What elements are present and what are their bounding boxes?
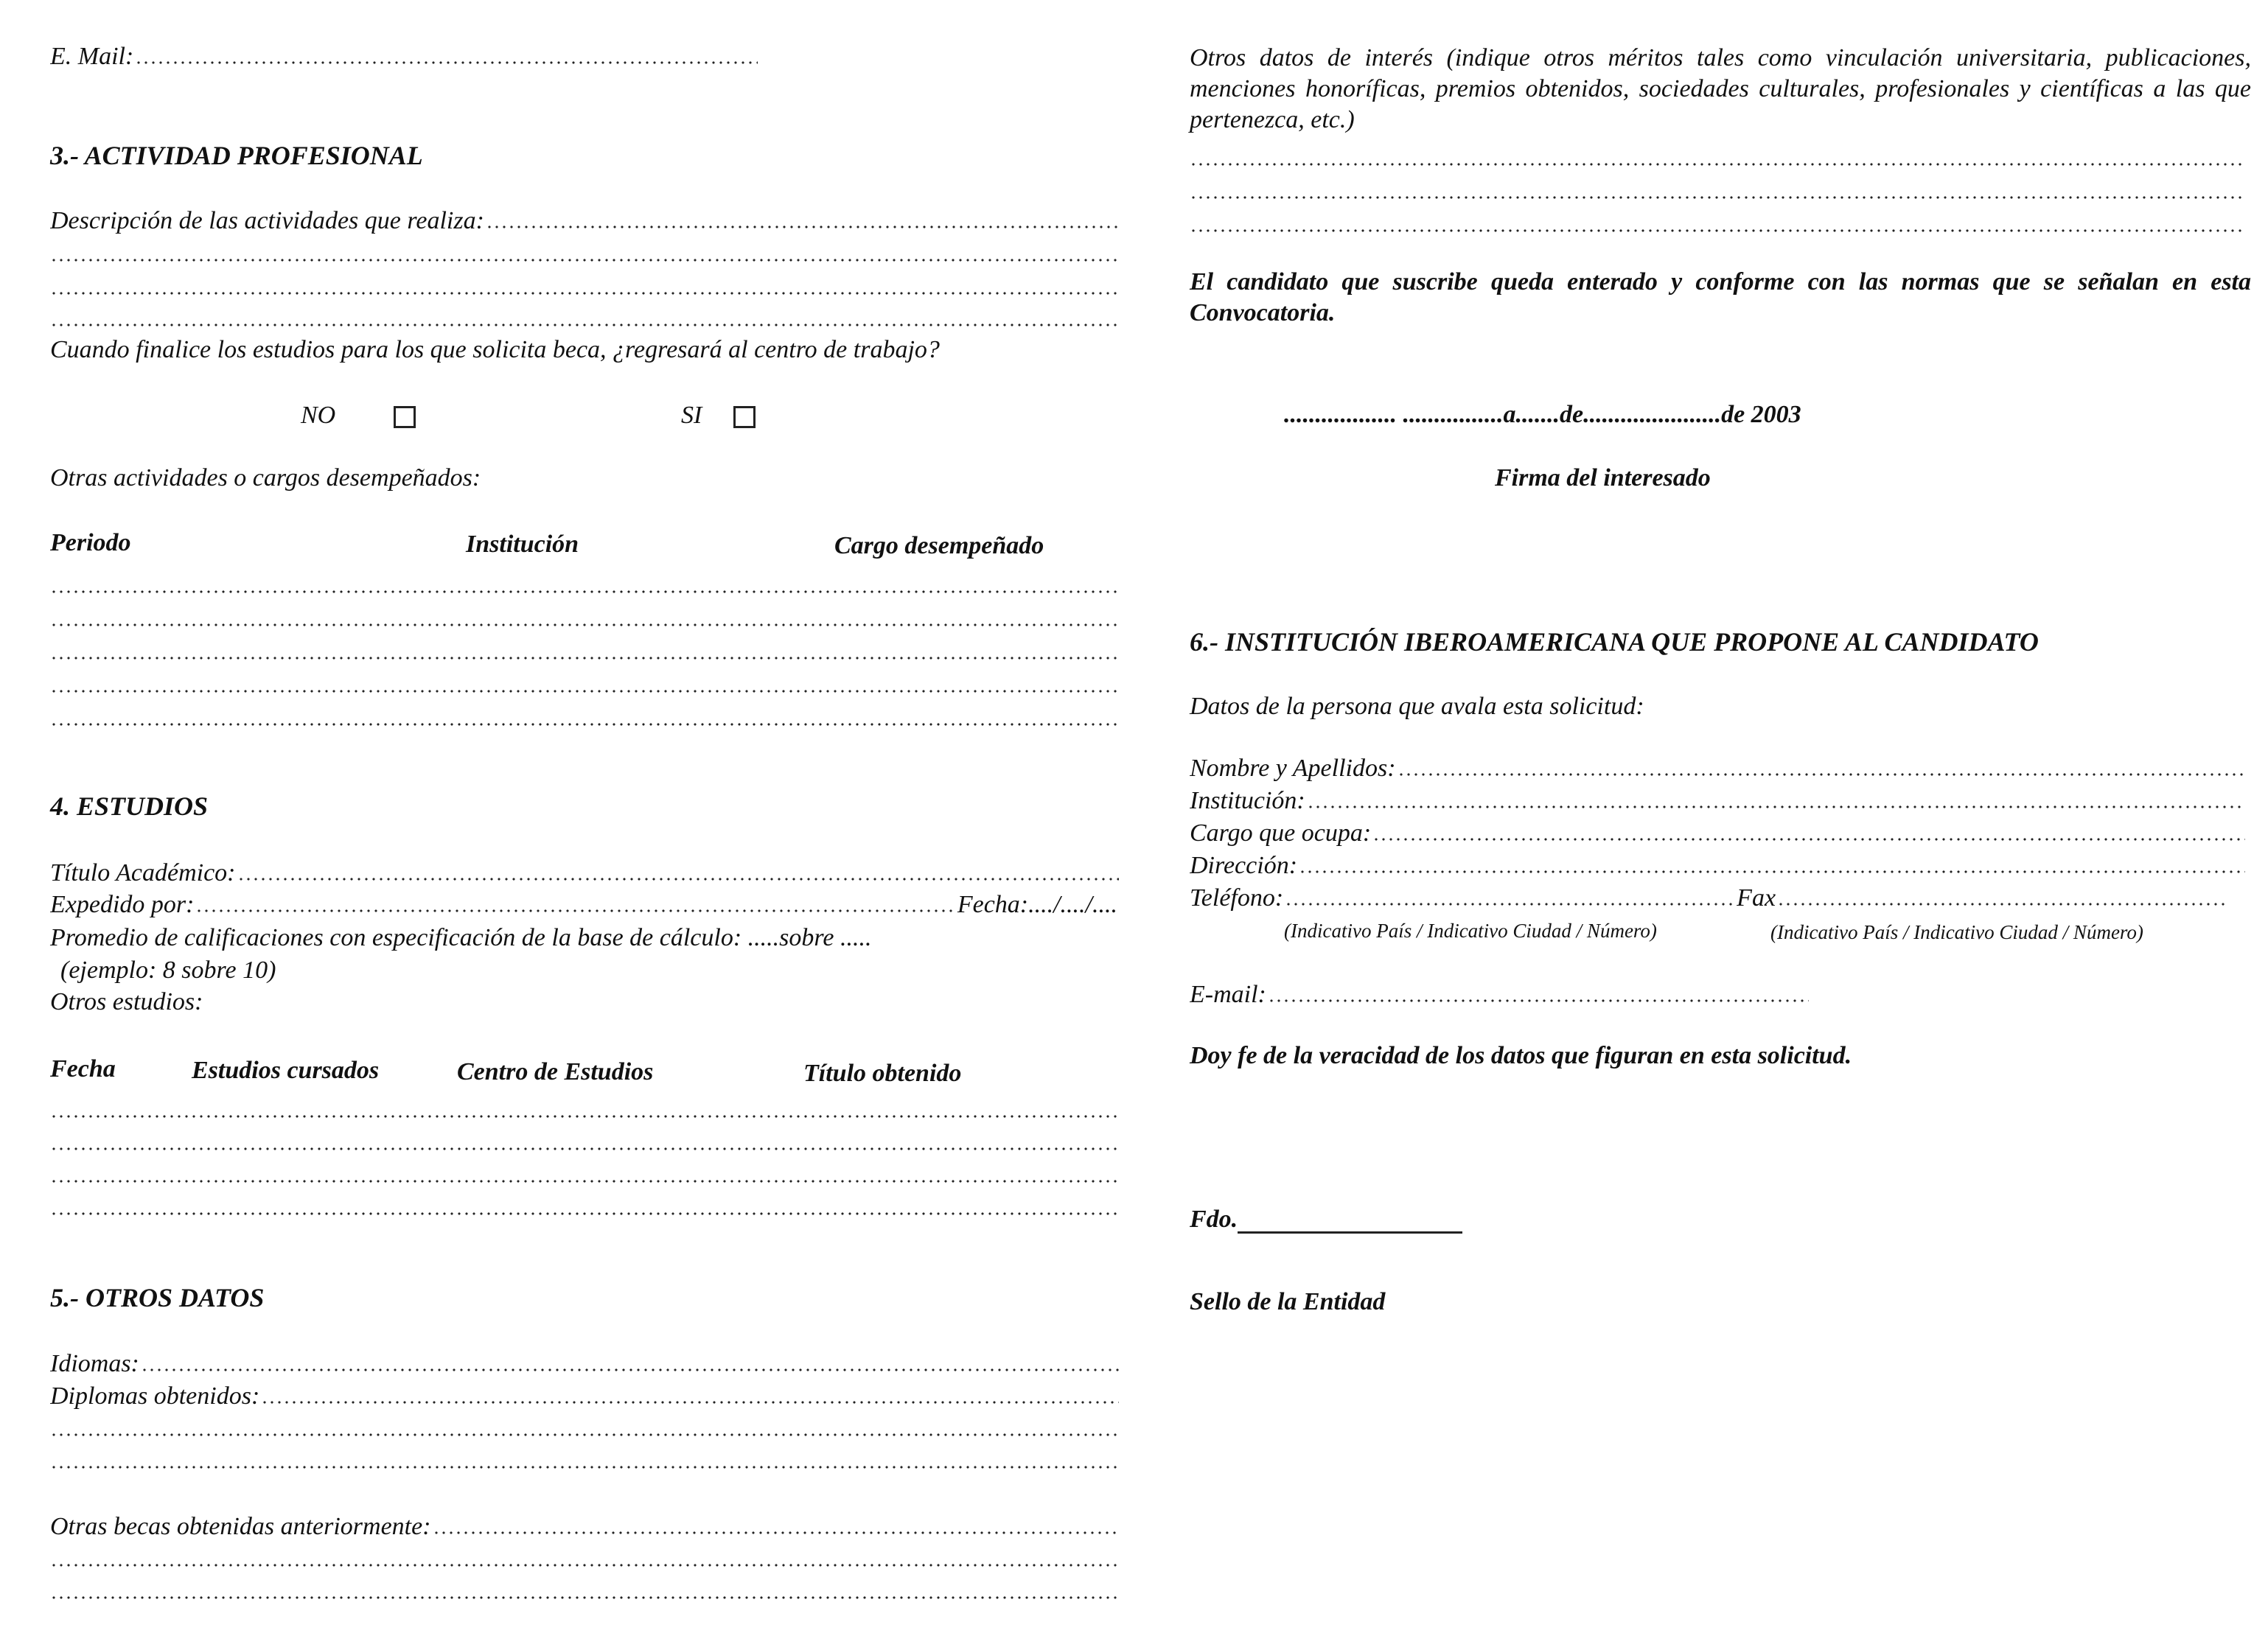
titulo-academico-field[interactable] [50,855,1119,887]
col-cargo: Cargo desempeñado [834,532,1044,559]
actividades-line-4[interactable] [50,667,1119,699]
col-estudios: Estudios cursados [192,1057,380,1084]
promedio-label[interactable]: Promedio de calificaciones con especificación de la base de cálculo: .....sobre ..... [50,924,872,951]
no-checkbox[interactable] [394,406,416,428]
signature-line[interactable] [1238,1209,1462,1234]
section-5-title: 5.- OTROS DATOS [50,1283,265,1312]
diplomas-line-2[interactable] [50,1410,1119,1443]
idiomas-label: Idiomas: [50,1350,139,1377]
estudios-line-2[interactable] [50,1125,1119,1157]
otras-actividades-label: Otras actividades o cargos desempeñados: [50,464,481,492]
conformidad-text: El candidato que suscribe queda enterado y conforme con las normas que se señalan en esta Convocatoria. [1190,268,2251,326]
institucion-field[interactable] [1190,783,2245,815]
no-option [301,402,416,430]
si-option [681,402,756,430]
estudios-line-4[interactable] [50,1189,1119,1222]
col-centro: Centro de Estudios [457,1058,654,1085]
expedido-field[interactable] [50,887,1119,919]
idiomas-field[interactable] [50,1346,1119,1378]
datos-persona-label: Datos de la persona que avala esta solicitud: [1190,693,1644,720]
telefono-label: Teléfono: [1190,884,1284,912]
becas-line-2[interactable] [50,1541,1119,1573]
otros-estudios-label: Otros estudios: [50,988,203,1015]
diplomas-field[interactable] [50,1378,1119,1410]
otros-datos-line-2[interactable] [1190,173,2244,206]
actividades-line-5[interactable] [50,700,1119,732]
diplomas-line-3[interactable] [50,1443,1119,1475]
indicativo-fax: (Indicativo País / Indicativo Ciudad / Número) [1770,921,2143,943]
regreso-question: Cuando finalice los estudios para los que solicita beca, ¿regresará al centro de trabajo? [50,336,940,363]
actividades-line-1[interactable] [50,567,1119,600]
doy-fe-text: Doy fe de la veracidad de los datos que figuran en esta solicitud. [1190,1042,1852,1069]
descripcion-dots[interactable] [486,225,1119,229]
section-4-title: 4. ESTUDIOS [50,791,209,821]
email-label: E. Mail: [50,43,134,70]
diplomas-label: Diplomas obtenidos: [50,1382,260,1410]
descripcion-line-3[interactable] [50,269,1119,301]
estudios-line-1[interactable] [50,1092,1119,1125]
email-aval-label: E-mail: [1190,981,1266,1008]
firma-interesado-label: Firma del interesado [1495,464,1711,492]
email-field[interactable] [50,38,758,71]
telefono-fax-field[interactable] [1190,880,2229,912]
email-aval-field[interactable] [1190,976,1809,1009]
col-fecha: Fecha [50,1055,116,1083]
actividades-line-3[interactable] [50,634,1119,666]
becas-line-3[interactable] [50,1573,1119,1606]
descripcion-line-4[interactable] [50,301,1119,333]
no-label: NO [301,402,336,429]
sello-label: Sello de la Entidad [1190,1288,1386,1315]
si-checkbox[interactable] [733,406,756,428]
actividades-line-2[interactable] [50,601,1119,633]
email-dots[interactable] [135,60,758,65]
otros-datos-line-3[interactable] [1190,206,2244,239]
fecha-firma-line[interactable]: .................. ................a.......de......................de 2003 [1284,401,1801,428]
nombre-label: Nombre y Apellidos: [1190,755,1396,782]
descripcion-field[interactable] [50,203,1119,235]
otros-datos-text: Otros datos de interés (indique otros méritos tales como vinculación universitaria, publicaciones, menciones honoríficas, premios obtenidos, sociedades culturales, profesionales y científicas a las que pertenezca, etc.) [1190,44,2251,133]
indicativo-telefono: (Indicativo País / Indicativo Ciudad / Número) [1284,920,1657,942]
fax-label: Fax [1737,884,1776,912]
col-institucion: Institución [466,531,579,558]
col-periodo: Periodo [50,529,131,556]
si-label: SI [681,402,702,429]
section-6-title: 6.- INSTITUCIÓN IBEROAMERICANA QUE PROPONE AL CANDIDATO [1190,627,2039,657]
col-titulo: Título obtenido [803,1060,962,1087]
nombre-field[interactable] [1190,750,2245,783]
descripcion-line-2[interactable] [50,236,1119,268]
cargo-field[interactable] [1190,815,2245,847]
ejemplo-label: (ejemplo: 8 sobre 10) [60,957,276,984]
titulo-academico-label: Título Académico: [50,859,236,887]
fecha-label: Fecha:..../..../.... [957,891,1117,918]
becas-label: Otras becas obtenidas anteriormente: [50,1513,431,1540]
institucion-label: Institución: [1190,787,1305,814]
estudios-line-3[interactable] [50,1157,1119,1189]
fdo-field[interactable] [1190,1206,1462,1234]
cargo-label: Cargo que ocupa: [1190,819,1372,847]
section-3-title: 3.- ACTIVIDAD PROFESIONAL [50,141,423,170]
direccion-field[interactable] [1190,847,2245,880]
descripcion-label: Descripción de las actividades que realiza: [50,207,484,234]
becas-field[interactable] [50,1508,1119,1541]
otros-datos-line-1[interactable] [1190,140,2244,172]
fdo-label: Fdo. [1190,1206,1238,1233]
direccion-label: Dirección: [1190,852,1298,879]
expedido-label: Expedido por: [50,891,195,918]
